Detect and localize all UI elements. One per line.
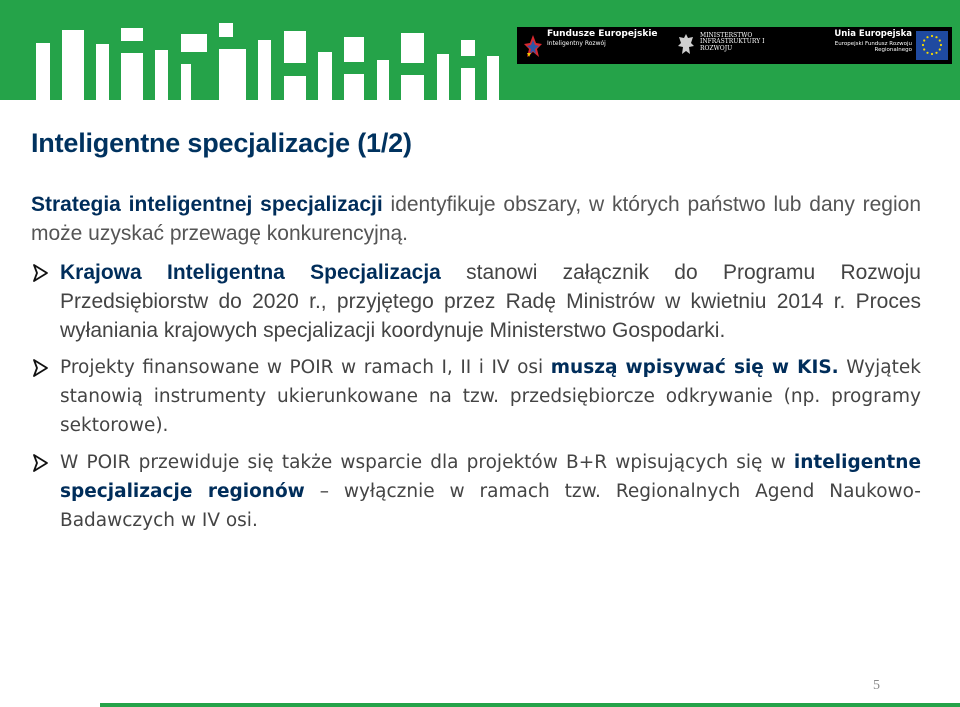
fe-title: Fundusze Europejskie <box>547 29 658 39</box>
intro-text: identyfikuje obszary, w których państwo lub dany region może uzyskać przewagę konkurencyjną. <box>31 193 921 245</box>
arrow-bullet-icon <box>31 258 60 287</box>
bullet-bold: inteligentne specjalizacje regionów <box>60 452 921 502</box>
eu-flag-icon <box>916 31 948 60</box>
eu-logo-text <box>832 30 912 53</box>
header-banner <box>0 0 960 100</box>
bullet-item <box>31 448 921 535</box>
bullet-bold: Krajowa Inteligentna Specjalizacja <box>60 261 441 284</box>
eu-subtitle: Europejski Fundusz Rozwoju Regionalnego <box>834 40 912 53</box>
intro-paragraph <box>31 190 921 248</box>
bullet-text: Wyjątek stanowią instrumenty ukierunkowane na tzw. przedsiębiorcze odkrywanie (np. programy sektorowe). <box>60 357 921 436</box>
eu-title: Unia Europejska <box>834 29 912 39</box>
bullet-text: stanowi załącznik do Programu Rozwoju Przedsiębiorstw do 2020 r., przyjętego przez Radę Ministrów w kwietniu 2014 r. Proces wyłaniania krajowych specjalizacji koordynuje Ministerstwo Gospodarki. <box>60 261 921 342</box>
bullet-text: Projekty finansowane w POIR w ramach I, II i IV osi <box>60 357 544 378</box>
intro-bold-term: Strategia inteligentnej specjalizacji <box>31 193 383 216</box>
bullet-bold: muszą wpisywać się w KIS. <box>550 357 839 378</box>
fe-star-icon <box>523 34 543 58</box>
bullet-text: – wyłącznie w ramach tzw. Regionalnych Agend Naukowo-Badawczych w IV osi. <box>60 481 921 531</box>
bullet-list <box>31 258 921 543</box>
eagle-emblem-icon <box>677 32 695 58</box>
ministry-logo-text: MINISTERSTWO INFRASTRUKTURY I ROZWOJU <box>700 32 765 52</box>
bullet-item <box>31 353 921 440</box>
page-number: 5 <box>873 678 880 693</box>
footer-rule <box>100 703 960 707</box>
bullet-item <box>31 258 921 345</box>
fe-subtitle: Inteligentny Rozwój <box>547 40 606 48</box>
arrow-bullet-icon <box>31 448 60 477</box>
logos-bar <box>517 27 952 64</box>
arrow-bullet-icon <box>31 353 60 382</box>
fe-logo-text <box>547 30 658 48</box>
bullet-text: W POIR przewiduje się także wsparcie dla projektów B+R wpisujących się w <box>60 452 786 473</box>
slide-title: Inteligentne specjalizacje (1/2) <box>31 128 412 158</box>
